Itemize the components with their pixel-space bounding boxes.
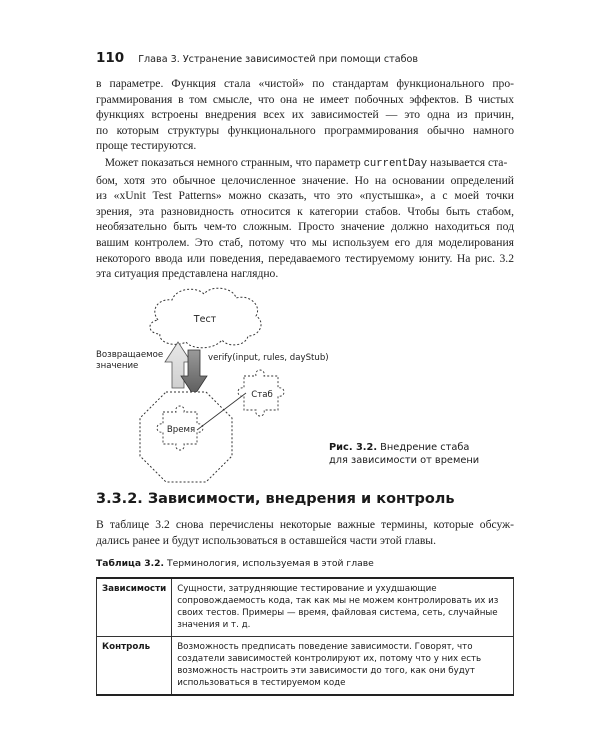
- time-label: Время: [166, 425, 196, 435]
- running-title: Глава 3. Устранение зависимостей при помощи стабов: [138, 54, 419, 65]
- text-line: бом, хотя это обычное целочисленное значение. Но на основании определений: [96, 173, 514, 187]
- figure-stub-diagram: [0, 280, 600, 490]
- table-row: [97, 637, 514, 696]
- page-header: [96, 50, 536, 66]
- returned-value-label-line2: значение: [96, 361, 139, 371]
- text-line: дались ранее и будут использоваться в оставшейся части этой главы.: [96, 533, 436, 547]
- definition-cell: Сущности, затрудняющие тестирование и ухудшающие сопровождаемость кода, так как мы не можем контролировать их из своих тестов. Примеры — время, файловая система, сеть, случайные значения и т. д.: [172, 578, 514, 637]
- text-line: В таблице 3.2 снова перечислены некоторые важные термины, которые обсуж-: [96, 518, 514, 531]
- text-line: [96, 155, 514, 173]
- figure-caption-line1: Внедрение стаба: [377, 442, 470, 453]
- paragraph-1: [96, 76, 514, 154]
- text-line: зрения, эта разновидность относится к категории стабов. Чтобы быть стабом,: [96, 204, 514, 218]
- terminology-table: [96, 577, 514, 696]
- figure-caption-line2: для зависимости от времени: [329, 455, 480, 466]
- paragraph-3: [96, 517, 514, 548]
- text-fragment: называется ста-: [427, 156, 508, 169]
- text-line: некоторого ввода или поведения, передаваемого тестируемому юниту. На рис. 3.2: [96, 251, 514, 265]
- text-line: вашим контролем. Это стаб, потому что мы используем его для моделирования: [96, 235, 514, 249]
- term-cell: Контроль: [97, 637, 172, 696]
- text-line: в параметре. Функция стала «чистой» по стандартам функционального про-: [96, 77, 514, 90]
- table-caption-number: Таблица 3.2.: [96, 558, 165, 569]
- text-line: по которым структуры функционального программирования обычно намного: [96, 123, 514, 137]
- stub-label: Стаб: [251, 390, 273, 400]
- returned-value-label-line1: Возвращаемое: [96, 350, 164, 360]
- text-line: необязательно быть чем-то сложным. Просто значение должно находиться под: [96, 220, 514, 234]
- cloud-label: Тест: [193, 314, 217, 325]
- figure-caption-number: Рис. 3.2.: [329, 442, 378, 453]
- text-line: граммирования в том смысле, что она не имеет побочных эффектов. В чистых: [96, 92, 514, 106]
- page-number: 110: [96, 50, 125, 66]
- verify-call-label: verify(input, rules, dayStub): [208, 353, 329, 363]
- table-caption: [96, 558, 374, 569]
- paragraph-2: [96, 155, 514, 282]
- text-line: эта ситуация представлена наглядно.: [96, 267, 279, 281]
- figure-caption: [329, 441, 499, 467]
- definition-cell: Возможность предписать поведение зависимости. Говорят, что создатели зависимостей контролируют их, потому что у них есть возможность настроить эти зависимости до того, как они будут использоваться в тестируемом коде: [172, 637, 514, 696]
- term-cell: Зависимости: [97, 578, 172, 637]
- table-caption-text: Терминология, используемая в этой главе: [164, 558, 374, 569]
- code-current-day: currentDay: [363, 158, 428, 170]
- section-heading: 3.3.2. Зависимости, внедрения и контроль: [96, 491, 455, 507]
- text-fragment: Может показаться немного странным, что параметр: [104, 156, 364, 169]
- table-row: [97, 578, 514, 637]
- text-line: функциях встроены внедрения всех их зависимостей — это одна из причин,: [96, 108, 514, 122]
- text-line: проще тестируются.: [96, 139, 197, 153]
- text-line: из «xUnit Test Patterns» можно сказать, что это «пустышка», а с моей точки: [96, 189, 514, 203]
